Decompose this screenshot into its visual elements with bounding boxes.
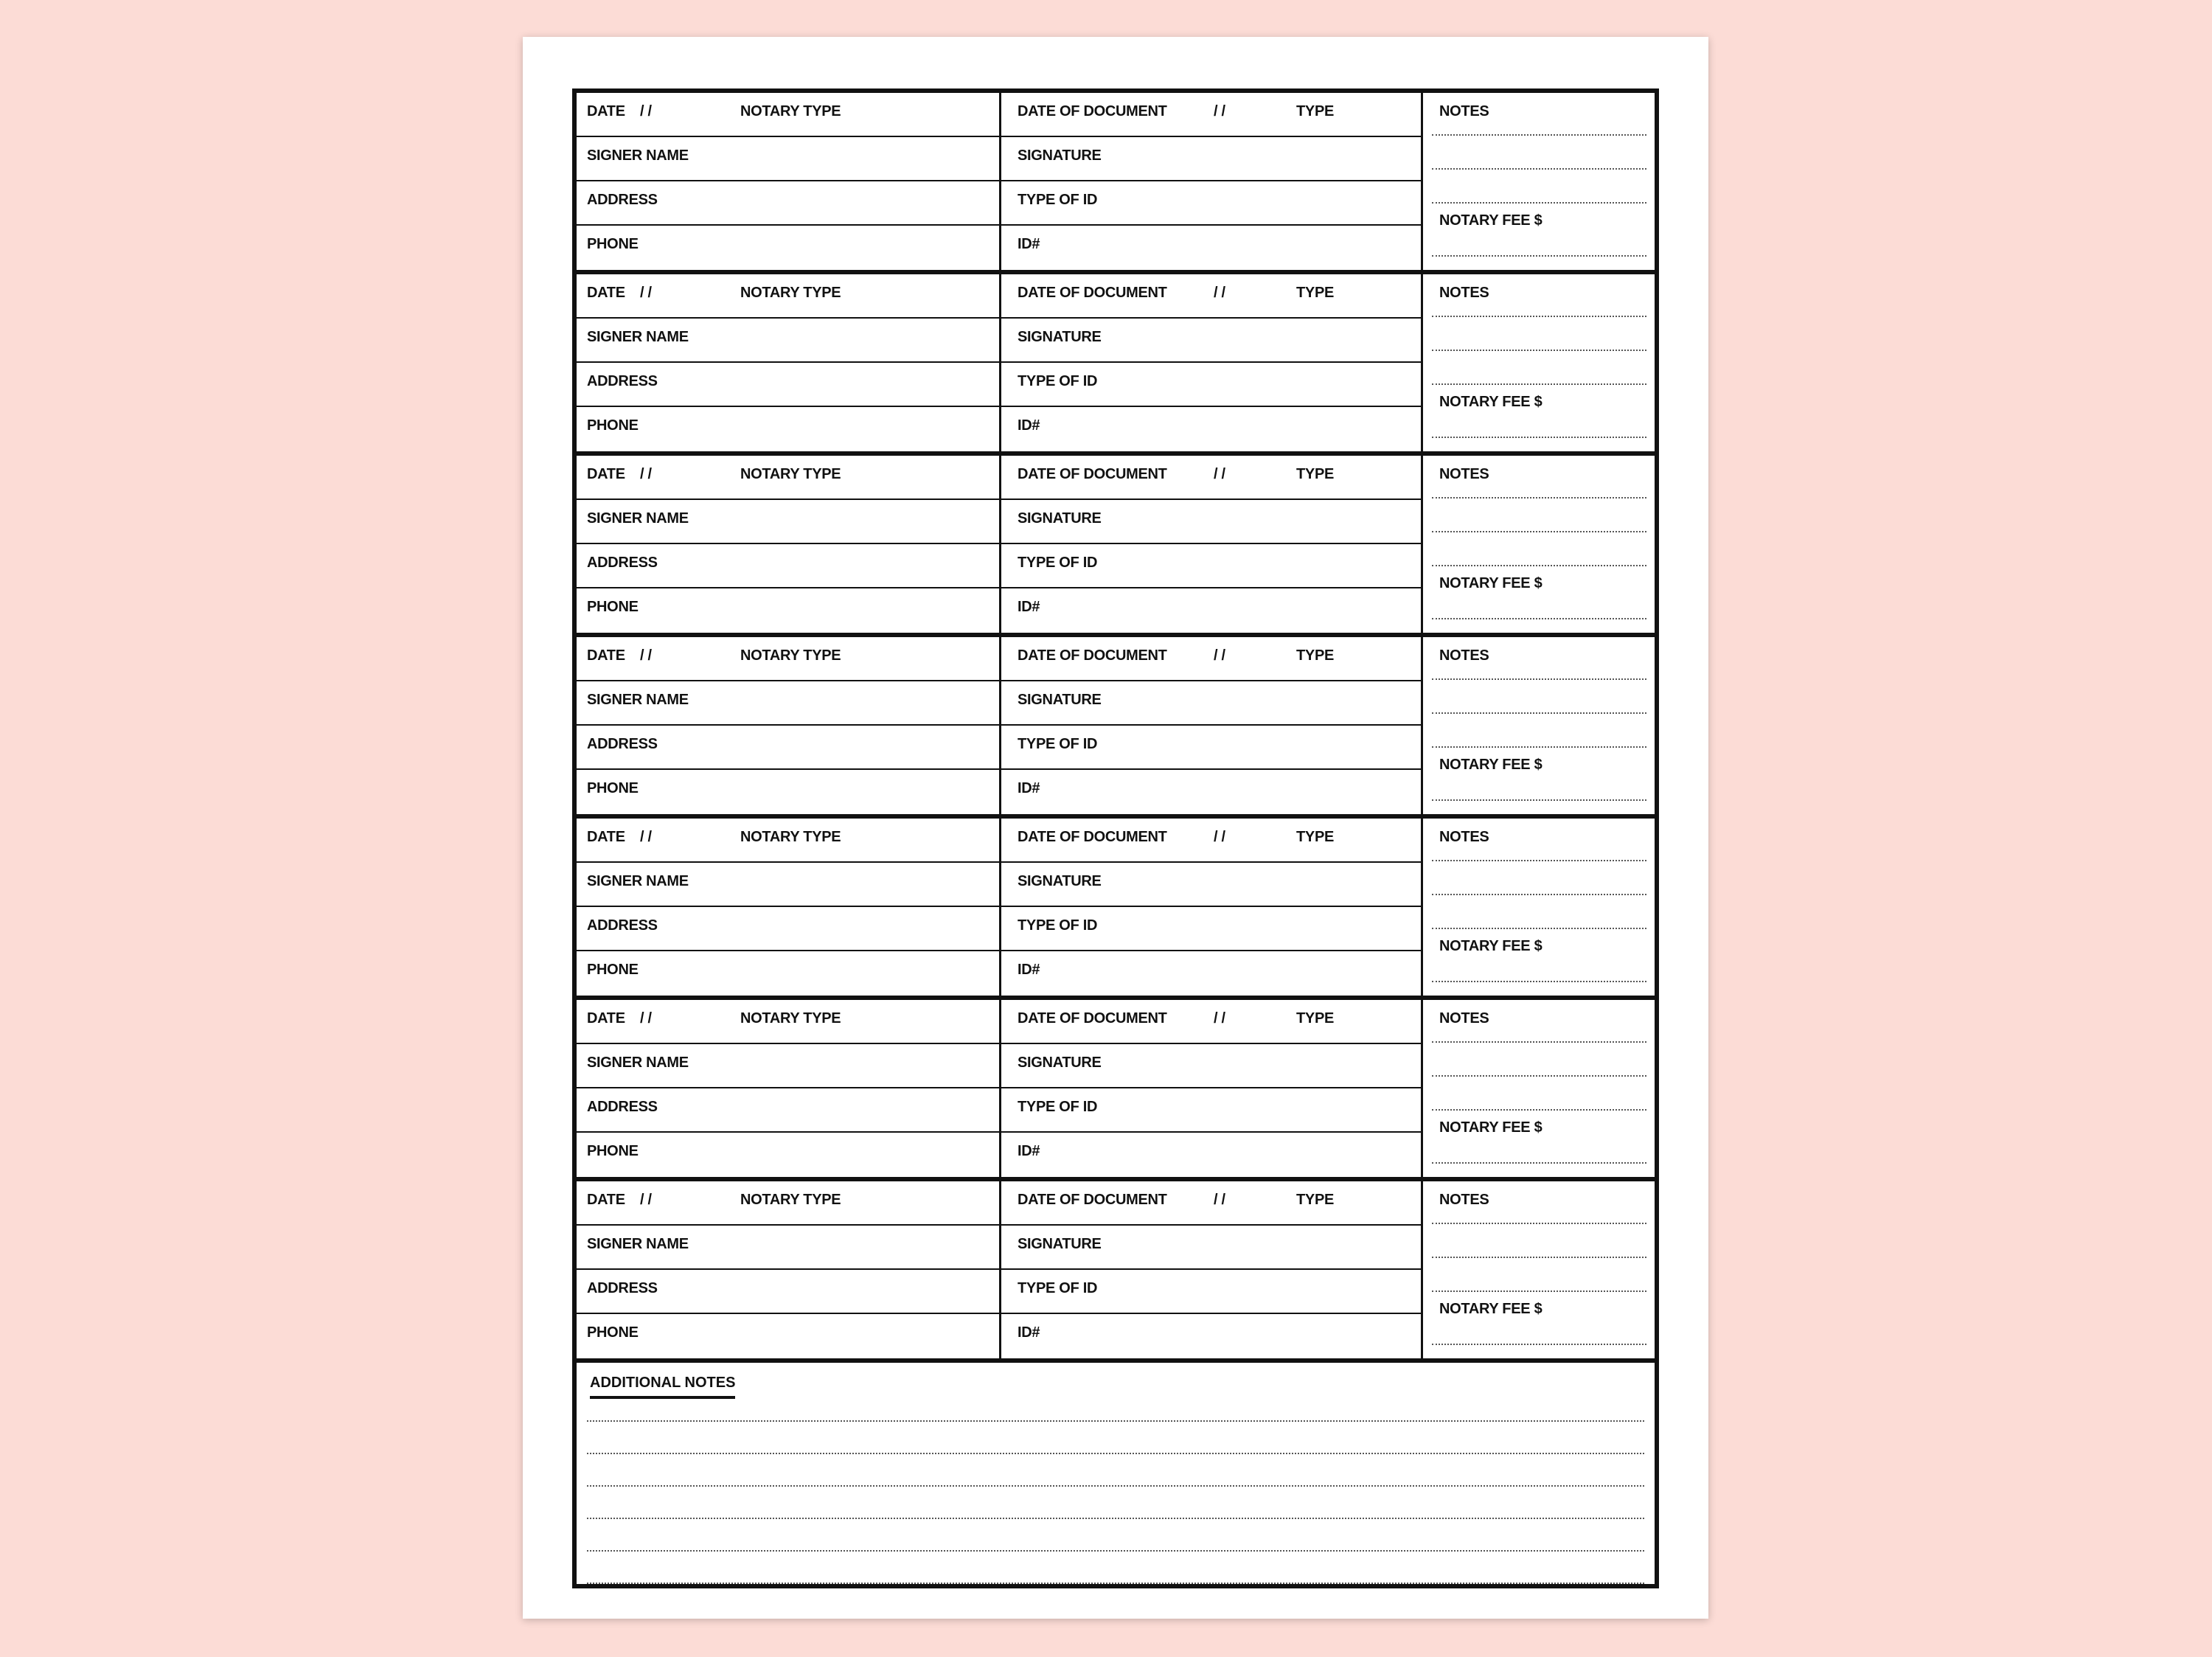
signature-row: [1001, 1044, 1423, 1088]
signer-name-label: SIGNER NAME: [587, 147, 689, 164]
notes-line: [1432, 678, 1646, 680]
type-of-id-label: TYPE OF ID: [1018, 192, 1098, 208]
address-label: ADDRESS: [587, 192, 658, 208]
id-number-label: ID#: [1018, 1324, 1040, 1341]
notary-type-label: NOTARY TYPE: [740, 1010, 841, 1026]
id-number-label: ID#: [1018, 1143, 1040, 1159]
signer-name-label: SIGNER NAME: [587, 1236, 689, 1252]
notes-line: [1432, 746, 1646, 748]
phone-label: PHONE: [587, 236, 639, 252]
date-slashes: / /: [640, 1010, 652, 1026]
phone-row: [577, 1314, 999, 1358]
notes-line: [1432, 1290, 1646, 1292]
notary-fee-label: NOTARY FEE $: [1439, 1119, 1543, 1136]
signature-row: [1001, 1226, 1423, 1270]
entry-signer-column: [577, 1181, 999, 1358]
notary-fee-label: NOTARY FEE $: [1439, 1301, 1543, 1317]
entry-signer-column: [577, 456, 999, 633]
notes-label: NOTES: [1439, 1192, 1489, 1208]
id-number-row: [1001, 951, 1423, 996]
date-slashes: / /: [640, 285, 652, 301]
notary-fee-line: [1432, 799, 1646, 801]
id-number-row: [1001, 226, 1423, 270]
entry-document-column: [999, 1181, 1423, 1358]
address-label: ADDRESS: [587, 373, 658, 389]
date-label: DATE: [587, 1192, 625, 1208]
phone-row: [577, 588, 999, 633]
entry-signer-column: [577, 819, 999, 996]
phone-row: [577, 407, 999, 451]
entry-date-row: [577, 1000, 999, 1044]
notes-line: [1432, 134, 1646, 136]
type-label: TYPE: [1296, 1010, 1335, 1026]
phone-label: PHONE: [587, 599, 639, 615]
entry-date-row: [577, 456, 999, 500]
notes-label: NOTES: [1439, 466, 1489, 482]
signer-name-label: SIGNER NAME: [587, 510, 689, 527]
type-of-id-label: TYPE OF ID: [1018, 373, 1098, 389]
type-of-id-row: [1001, 907, 1423, 951]
phone-label: PHONE: [587, 417, 639, 434]
notary-log-page: [523, 37, 1708, 1619]
type-of-id-label: TYPE OF ID: [1018, 1280, 1098, 1296]
notary-type-label: NOTARY TYPE: [740, 466, 841, 482]
notary-fee-label: NOTARY FEE $: [1439, 938, 1543, 954]
signature-label: SIGNATURE: [1018, 1236, 1102, 1252]
document-date-row: [1001, 274, 1423, 319]
additional-notes-line: [587, 1453, 1644, 1454]
date-of-document-label: DATE OF DOCUMENT: [1018, 1192, 1167, 1208]
type-of-id-row: [1001, 544, 1423, 588]
notary-fee-line: [1432, 255, 1646, 257]
entry-signer-column: [577, 274, 999, 451]
additional-notes-line: [587, 1485, 1644, 1487]
notes-line: [1432, 168, 1646, 170]
date-slashes: / /: [640, 103, 652, 119]
id-number-label: ID#: [1018, 417, 1040, 434]
document-date-slashes: / /: [1214, 103, 1225, 119]
signature-label: SIGNATURE: [1018, 1055, 1102, 1071]
date-of-document-label: DATE OF DOCUMENT: [1018, 466, 1167, 482]
additional-notes-line: [587, 1518, 1644, 1519]
date-of-document-label: DATE OF DOCUMENT: [1018, 829, 1167, 845]
phone-label: PHONE: [587, 780, 639, 796]
notary-entry: [577, 819, 1655, 1000]
date-of-document-label: DATE OF DOCUMENT: [1018, 285, 1167, 301]
document-date-slashes: / /: [1214, 466, 1225, 482]
entry-notes-column: [1421, 274, 1657, 451]
id-number-row: [1001, 407, 1423, 451]
signer-name-label: SIGNER NAME: [587, 329, 689, 345]
additional-notes-line: [587, 1550, 1644, 1552]
notes-label: NOTES: [1439, 103, 1489, 119]
notes-line: [1432, 1075, 1646, 1077]
address-label: ADDRESS: [587, 736, 658, 752]
address-label: ADDRESS: [587, 917, 658, 934]
address-row: [577, 1270, 999, 1314]
type-label: TYPE: [1296, 103, 1335, 119]
address-label: ADDRESS: [587, 1280, 658, 1296]
document-date-slashes: / /: [1214, 829, 1225, 845]
entry-document-column: [999, 819, 1423, 996]
notes-line: [1432, 1223, 1646, 1224]
notary-type-label: NOTARY TYPE: [740, 647, 841, 664]
address-row: [577, 726, 999, 770]
address-label: ADDRESS: [587, 555, 658, 571]
phone-label: PHONE: [587, 1143, 639, 1159]
type-of-id-label: TYPE OF ID: [1018, 917, 1098, 934]
notes-line: [1432, 350, 1646, 351]
entry-date-row: [577, 274, 999, 319]
entry-signer-column: [577, 1000, 999, 1177]
date-label: DATE: [587, 647, 625, 664]
date-label: DATE: [587, 466, 625, 482]
entry-document-column: [999, 93, 1423, 270]
notary-type-label: NOTARY TYPE: [740, 1192, 841, 1208]
document-date-slashes: / /: [1214, 647, 1225, 664]
phone-row: [577, 770, 999, 814]
notary-fee-label: NOTARY FEE $: [1439, 757, 1543, 773]
additional-notes-title: ADDITIONAL NOTES: [590, 1375, 735, 1399]
signer-name-row: [577, 319, 999, 363]
entry-date-row: [577, 93, 999, 137]
notes-line: [1432, 928, 1646, 929]
notes-line: [1432, 894, 1646, 895]
type-of-id-label: TYPE OF ID: [1018, 736, 1098, 752]
signature-row: [1001, 319, 1423, 363]
date-slashes: / /: [640, 1192, 652, 1208]
entry-notes-column: [1421, 1000, 1657, 1177]
signer-name-row: [577, 137, 999, 181]
entry-signer-column: [577, 93, 999, 270]
id-number-label: ID#: [1018, 599, 1040, 615]
signer-name-label: SIGNER NAME: [587, 1055, 689, 1071]
notes-line: [1432, 531, 1646, 532]
date-label: DATE: [587, 829, 625, 845]
notary-fee-label: NOTARY FEE $: [1439, 575, 1543, 591]
additional-notes-line: [587, 1420, 1644, 1422]
date-label: DATE: [587, 285, 625, 301]
id-number-label: ID#: [1018, 780, 1040, 796]
notes-label: NOTES: [1439, 1010, 1489, 1026]
document-date-row: [1001, 456, 1423, 500]
additional-notes-section: [577, 1363, 1655, 1584]
entry-document-column: [999, 456, 1423, 633]
signer-name-row: [577, 681, 999, 726]
notes-line: [1432, 497, 1646, 499]
notes-line: [1432, 202, 1646, 204]
notes-label: NOTES: [1439, 285, 1489, 301]
id-number-row: [1001, 1133, 1423, 1177]
notary-entry: [577, 93, 1655, 274]
document-date-row: [1001, 637, 1423, 681]
date-slashes: / /: [640, 466, 652, 482]
notes-line: [1432, 565, 1646, 566]
signer-name-row: [577, 1044, 999, 1088]
type-label: TYPE: [1296, 647, 1335, 664]
type-of-id-label: TYPE OF ID: [1018, 555, 1098, 571]
address-row: [577, 363, 999, 407]
document-date-row: [1001, 1000, 1423, 1044]
document-date-slashes: / /: [1214, 1192, 1225, 1208]
notes-line: [1432, 1041, 1646, 1043]
notes-line: [1432, 712, 1646, 714]
notes-line: [1432, 860, 1646, 861]
type-label: TYPE: [1296, 829, 1335, 845]
entry-notes-column: [1421, 93, 1657, 270]
notes-line: [1432, 1109, 1646, 1111]
additional-notes-line: [587, 1583, 1644, 1584]
entry-document-column: [999, 274, 1423, 451]
document-date-row: [1001, 1181, 1423, 1226]
notary-type-label: NOTARY TYPE: [740, 829, 841, 845]
entry-notes-column: [1421, 637, 1657, 814]
date-slashes: / /: [640, 647, 652, 664]
phone-row: [577, 1133, 999, 1177]
signature-label: SIGNATURE: [1018, 692, 1102, 708]
id-number-row: [1001, 770, 1423, 814]
date-of-document-label: DATE OF DOCUMENT: [1018, 647, 1167, 664]
signature-row: [1001, 863, 1423, 907]
entry-date-row: [577, 637, 999, 681]
address-row: [577, 181, 999, 226]
entry-notes-column: [1421, 819, 1657, 996]
notes-line: [1432, 316, 1646, 317]
notes-line: [1432, 1257, 1646, 1258]
notary-entry: [577, 637, 1655, 819]
notary-entry: [577, 274, 1655, 456]
signer-name-label: SIGNER NAME: [587, 873, 689, 889]
notary-entry: [577, 1000, 1655, 1181]
signature-label: SIGNATURE: [1018, 510, 1102, 527]
notary-type-label: NOTARY TYPE: [740, 285, 841, 301]
signer-name-row: [577, 1226, 999, 1270]
document-date-row: [1001, 93, 1423, 137]
type-label: TYPE: [1296, 466, 1335, 482]
notary-type-label: NOTARY TYPE: [740, 103, 841, 119]
date-slashes: / /: [640, 829, 652, 845]
type-of-id-row: [1001, 726, 1423, 770]
type-of-id-row: [1001, 363, 1423, 407]
entry-date-row: [577, 819, 999, 863]
notes-label: NOTES: [1439, 647, 1489, 664]
entry-document-column: [999, 1000, 1423, 1177]
date-of-document-label: DATE OF DOCUMENT: [1018, 1010, 1167, 1026]
notes-label: NOTES: [1439, 829, 1489, 845]
type-of-id-row: [1001, 1270, 1423, 1314]
signature-label: SIGNATURE: [1018, 873, 1102, 889]
notary-fee-label: NOTARY FEE $: [1439, 394, 1543, 410]
phone-label: PHONE: [587, 1324, 639, 1341]
signature-label: SIGNATURE: [1018, 329, 1102, 345]
date-of-document-label: DATE OF DOCUMENT: [1018, 103, 1167, 119]
phone-row: [577, 951, 999, 996]
date-label: DATE: [587, 103, 625, 119]
signer-name-row: [577, 863, 999, 907]
entry-date-row: [577, 1181, 999, 1226]
entry-notes-column: [1421, 1181, 1657, 1358]
type-label: TYPE: [1296, 1192, 1335, 1208]
entry-notes-column: [1421, 456, 1657, 633]
notary-fee-label: NOTARY FEE $: [1439, 212, 1543, 229]
notary-fee-line: [1432, 1162, 1646, 1164]
address-row: [577, 907, 999, 951]
phone-row: [577, 226, 999, 270]
notary-fee-line: [1432, 437, 1646, 438]
id-number-row: [1001, 1314, 1423, 1358]
signature-row: [1001, 500, 1423, 544]
document-date-slashes: / /: [1214, 285, 1225, 301]
entry-document-column: [999, 637, 1423, 814]
document-date-row: [1001, 819, 1423, 863]
signature-row: [1001, 137, 1423, 181]
id-number-label: ID#: [1018, 962, 1040, 978]
signature-label: SIGNATURE: [1018, 147, 1102, 164]
type-of-id-row: [1001, 1088, 1423, 1133]
notary-entry: [577, 456, 1655, 637]
address-row: [577, 544, 999, 588]
notary-fee-line: [1432, 1344, 1646, 1345]
date-label: DATE: [587, 1010, 625, 1026]
notary-log-form: [572, 88, 1659, 1588]
phone-label: PHONE: [587, 962, 639, 978]
notary-fee-line: [1432, 981, 1646, 982]
signer-name-row: [577, 500, 999, 544]
id-number-label: ID#: [1018, 236, 1040, 252]
signature-row: [1001, 681, 1423, 726]
address-label: ADDRESS: [587, 1099, 658, 1115]
document-date-slashes: / /: [1214, 1010, 1225, 1026]
notes-line: [1432, 383, 1646, 385]
id-number-row: [1001, 588, 1423, 633]
type-label: TYPE: [1296, 285, 1335, 301]
notary-fee-line: [1432, 618, 1646, 619]
type-of-id-label: TYPE OF ID: [1018, 1099, 1098, 1115]
entry-signer-column: [577, 637, 999, 814]
type-of-id-row: [1001, 181, 1423, 226]
notary-entry: [577, 1181, 1655, 1363]
address-row: [577, 1088, 999, 1133]
signer-name-label: SIGNER NAME: [587, 692, 689, 708]
